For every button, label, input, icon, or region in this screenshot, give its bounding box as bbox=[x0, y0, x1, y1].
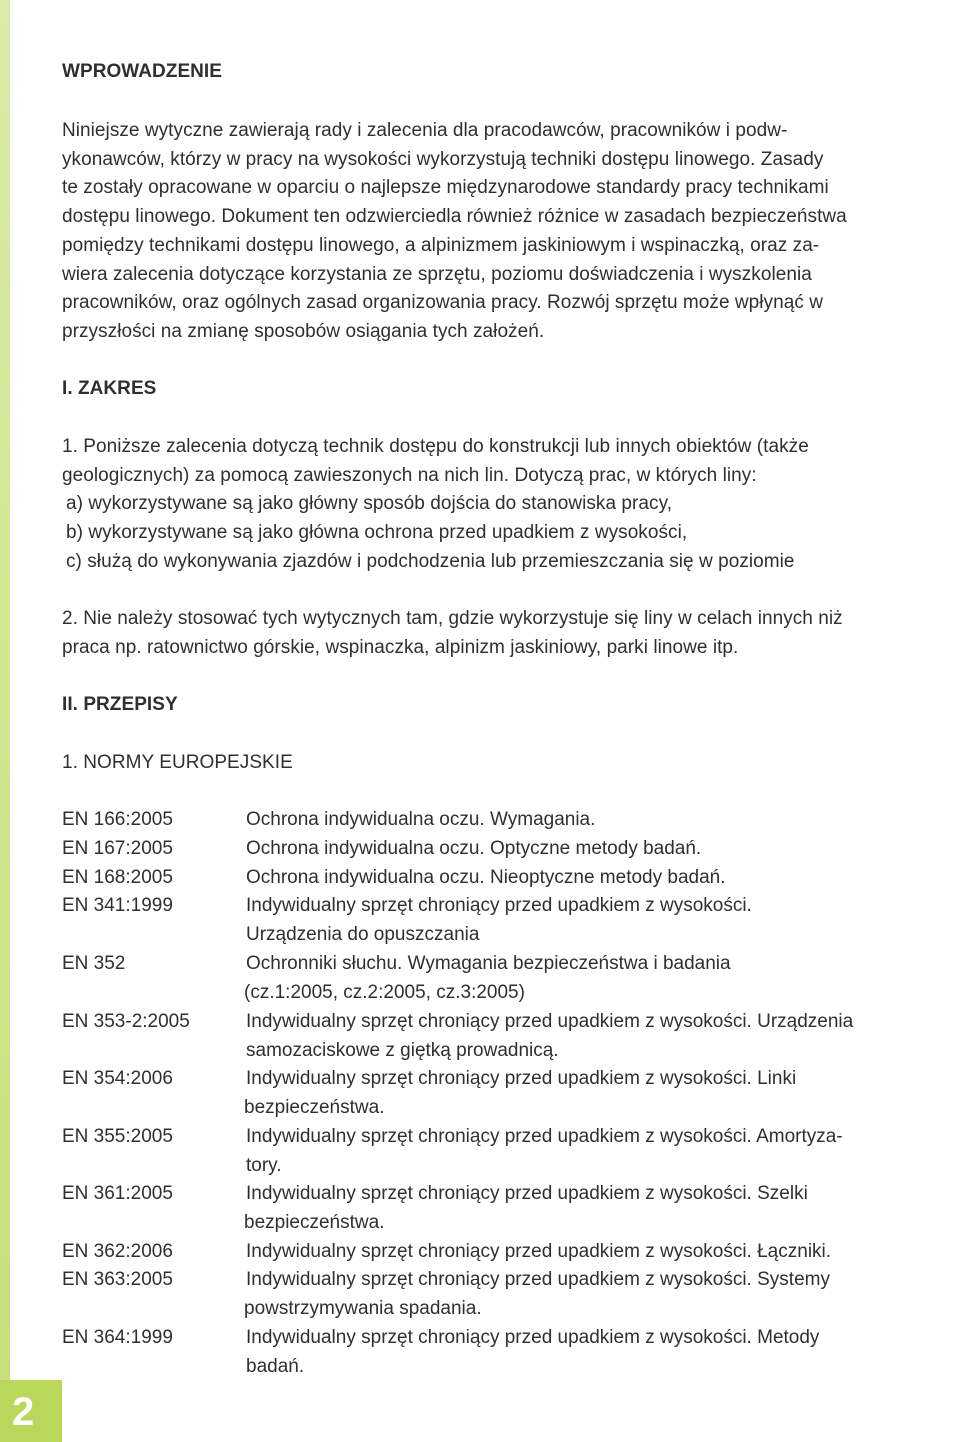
standard-code: EN 355:2005 bbox=[62, 1126, 173, 1147]
intro-line: wiera zalecenia dotyczące korzystania ze sprzętu, poziomu doświadczenia i wyszkolenia bbox=[62, 263, 812, 285]
standard-code: EN 341:1999 bbox=[62, 895, 173, 916]
page-number: 2 bbox=[12, 1390, 35, 1434]
standard-desc: Indywidualny sprzęt chroniący przed upadkiem z wysokości. Łączniki. bbox=[246, 1241, 832, 1262]
page-number-badge bbox=[0, 1380, 62, 1442]
standard-desc: Urządzenia do opuszczania bbox=[246, 924, 480, 945]
standard-desc: powstrzymywania spadania. bbox=[244, 1298, 482, 1319]
standards-subheading: 1. NORMY EUROPEJSKIE bbox=[62, 752, 293, 773]
scope-line: geologicznych) za pomocą zawieszonych na nich lin. Dotyczą prac, w których liny: bbox=[62, 464, 757, 486]
standard-code: EN 166:2005 bbox=[62, 809, 173, 830]
scope-heading: I. ZAKRES bbox=[62, 378, 157, 399]
scope-list-item: b) wykorzystywane są jako główna ochrona przed upadkiem z wysokości, bbox=[66, 522, 688, 544]
standard-desc: (cz.1:2005, cz.2:2005, cz.3:2005) bbox=[244, 982, 525, 1003]
intro-line: Niniejsze wytyczne zawierają rady i zalecenia dla pracodawców, pracowników i podw- bbox=[62, 120, 788, 141]
regulations-heading: II. PRZEPISY bbox=[62, 694, 178, 715]
scope-list-item: c) służą do wykonywania zjazdów i podchodzenia lub przemieszczania się w poziomie bbox=[66, 550, 795, 572]
standard-desc: Indywidualny sprzęt chroniący przed upadkiem z wysokości. Amortyza- bbox=[246, 1126, 843, 1147]
intro-line: przyszłości na zmianę sposobów osiągania tych założeń. bbox=[62, 320, 545, 342]
standard-code: EN 353-2:2005 bbox=[62, 1011, 190, 1032]
standard-desc: Indywidualny sprzęt chroniący przed upadkiem z wysokości. Urządzenia bbox=[246, 1011, 854, 1032]
standard-desc: Indywidualny sprzęt chroniący przed upadkiem z wysokości. Szelki bbox=[246, 1183, 808, 1204]
scope-line: praca np. ratownictwo górskie, wspinaczka, alpinizm jaskiniowy, parki linowe itp. bbox=[62, 636, 739, 658]
standard-desc: Indywidualny sprzęt chroniący przed upadkiem z wysokości. Systemy bbox=[246, 1269, 830, 1290]
scope-list-item: a) wykorzystywane są jako główny sposób dojścia do stanowiska pracy, bbox=[66, 493, 673, 515]
standard-code: EN 354:2006 bbox=[62, 1068, 173, 1089]
left-accent-bar bbox=[0, 0, 10, 1442]
standard-code: EN 362:2006 bbox=[62, 1241, 173, 1262]
standard-desc: badań. bbox=[246, 1356, 305, 1377]
standard-desc: samozaciskowe z giętką prowadnicą. bbox=[246, 1040, 559, 1061]
standard-desc: Ochrona indywidualna oczu. Nieoptyczne metody badań. bbox=[246, 867, 726, 888]
standard-desc: Ochronniki słuchu. Wymagania bezpieczeństwa i badania bbox=[246, 953, 731, 974]
standard-desc: Ochrona indywidualna oczu. Optyczne metody badań. bbox=[246, 838, 702, 859]
standard-code: EN 168:2005 bbox=[62, 867, 173, 888]
standard-desc: bezpieczeństwa. bbox=[244, 1212, 385, 1233]
scope-line: 2. Nie należy stosować tych wytycznych tam, gdzie wykorzystuje się liny w celach innych niż bbox=[62, 608, 843, 629]
intro-line: pracowników, oraz ogólnych zasad organizowania pracy. Rozwój sprzętu może wpłynąć w bbox=[62, 292, 823, 314]
standard-code: EN 364:1999 bbox=[62, 1327, 173, 1348]
scope-line: 1. Poniższe zalecenia dotyczą technik dostępu do konstrukcji lub innych obiektów (także bbox=[62, 436, 809, 457]
standard-desc: Indywidualny sprzęt chroniący przed upadkiem z wysokości. Linki bbox=[246, 1068, 797, 1089]
intro-line: pomiędzy technikami dostępu linowego, a alpinizmem jaskiniowym i wspinaczką, oraz za- bbox=[62, 234, 820, 256]
intro-heading: WPROWADZENIE bbox=[62, 61, 222, 82]
standard-desc: tory. bbox=[246, 1155, 282, 1176]
standard-desc: Ochrona indywidualna oczu. Wymagania. bbox=[246, 809, 596, 830]
intro-line: dostępu linowego. Dokument ten odzwierciedla również różnice w zasadach bezpieczeństwa bbox=[62, 206, 847, 228]
standard-code: EN 361:2005 bbox=[62, 1183, 173, 1204]
standard-desc: Indywidualny sprzęt chroniący przed upadkiem z wysokości. bbox=[246, 895, 752, 916]
standard-code: EN 167:2005 bbox=[62, 838, 173, 859]
standard-code: EN 363:2005 bbox=[62, 1269, 173, 1290]
standard-desc: Indywidualny sprzęt chroniący przed upadkiem z wysokości. Metody bbox=[246, 1327, 820, 1348]
intro-line: ykonawców, którzy w pracy na wysokości wykorzystują techniki dostępu linowego. Zasady bbox=[62, 148, 824, 170]
standard-code: EN 352 bbox=[62, 953, 126, 974]
standard-desc: bezpieczeństwa. bbox=[244, 1097, 385, 1118]
intro-line: te zostały opracowane w oparciu o najlepsze międzynarodowe standardy pracy technikami bbox=[62, 177, 829, 199]
